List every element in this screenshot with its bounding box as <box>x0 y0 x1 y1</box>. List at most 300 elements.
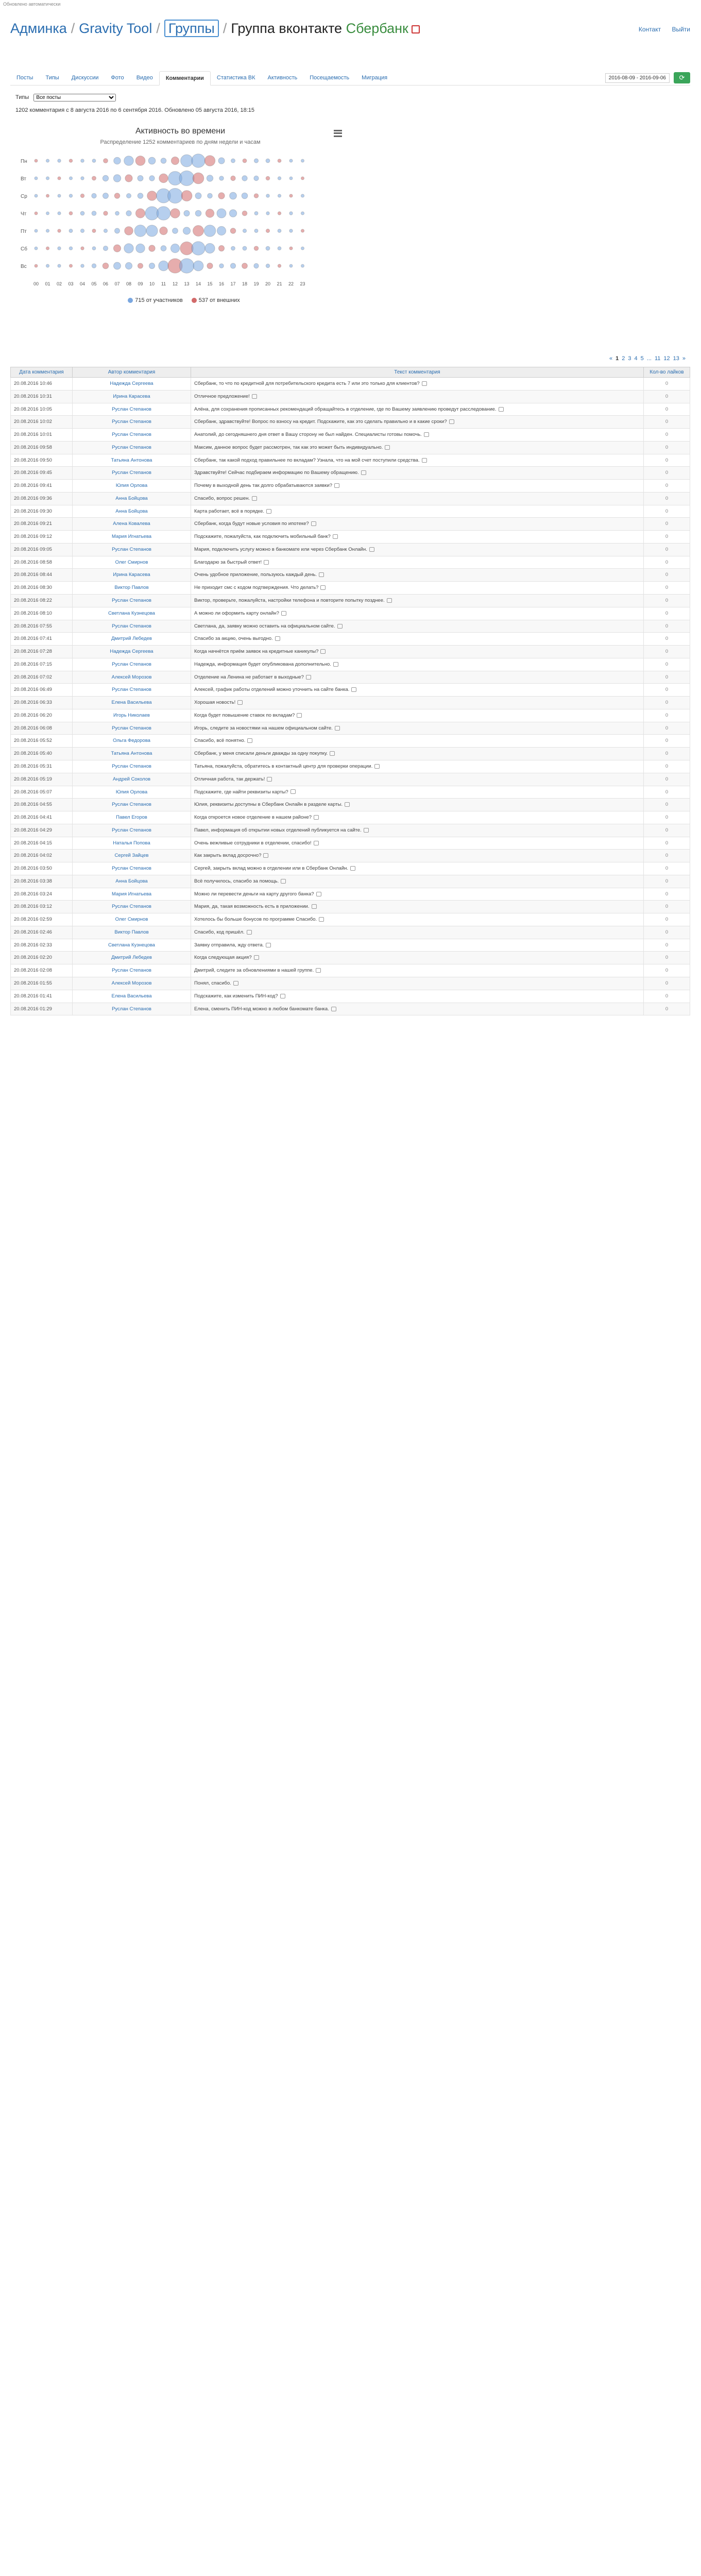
table-row <box>11 658 690 671</box>
comment-author[interactable]: Ирина Карасева <box>73 569 191 582</box>
tab-4[interactable]: Видео <box>136 75 153 81</box>
activity-bubble <box>289 247 293 250</box>
contact-link[interactable]: Контакт <box>638 26 661 33</box>
comment-text <box>191 901 644 913</box>
comment-date: 20.08.2016 07:41 <box>11 633 73 646</box>
comment-text-body: Анатолий, до сегодняшнего дня ответ в Вашу сторону не был найден. Специалисты готовы помочь. <box>194 432 422 438</box>
activity-bubble <box>103 246 108 250</box>
activity-bubble <box>205 243 215 253</box>
activity-bubble <box>114 262 121 269</box>
activity-bubble <box>81 247 84 250</box>
tab-2[interactable]: Дискуссии <box>71 75 99 81</box>
comment-text <box>191 786 644 799</box>
activity-bubble <box>192 154 205 167</box>
table-row <box>11 697 690 709</box>
table-row <box>11 390 690 403</box>
comment-text-body: Как закрыть вклад досрочно? <box>194 853 262 859</box>
reply-icon[interactable] <box>333 662 338 667</box>
comment-text-body: Спасибо, вопрос решен. <box>194 495 250 501</box>
comment-likes: 0 <box>644 1003 690 1015</box>
comment-author[interactable]: Елена Васильева <box>73 697 191 709</box>
activity-bubble <box>170 209 180 218</box>
activity-bubble <box>208 193 213 198</box>
activity-bubble <box>217 209 226 218</box>
activity-bubble <box>192 242 205 255</box>
pager-top-page[interactable]: 11 <box>654 355 661 362</box>
comment-likes: 0 <box>644 952 690 964</box>
reply-icon[interactable] <box>337 624 343 629</box>
comment-date: 20.08.2016 08:58 <box>11 556 73 569</box>
reply-icon[interactable] <box>335 726 340 731</box>
comment-author[interactable]: Руслан Степанов <box>73 824 191 837</box>
comment-likes: 0 <box>644 964 690 977</box>
reply-icon[interactable] <box>237 700 243 705</box>
comment-author[interactable]: Руслан Степанов <box>73 543 191 556</box>
comment-text <box>191 441 644 454</box>
comment-author[interactable]: Андрей Соколов <box>73 773 191 786</box>
chart-subtitle: Распределение 1252 комментариев по дням недели и часам <box>100 139 261 145</box>
comment-text <box>191 722 644 735</box>
comment-date: 20.08.2016 05:07 <box>11 786 73 799</box>
col-likes[interactable]: Кол-во лайков <box>644 367 690 378</box>
reply-icon[interactable] <box>311 521 316 526</box>
comment-text-body: Отделение на Ленина не работает в выходные? <box>194 674 304 680</box>
reply-icon[interactable] <box>263 853 268 858</box>
tab-bar <box>10 71 690 86</box>
comment-author[interactable]: Руслан Степанов <box>73 441 191 454</box>
table-row <box>11 926 690 939</box>
tab-3[interactable]: Фото <box>111 75 124 81</box>
table-row <box>11 709 690 722</box>
activity-bubble <box>243 159 247 163</box>
activity-bubble <box>138 193 143 199</box>
activity-bubble <box>230 263 235 268</box>
activity-bubble <box>242 211 247 216</box>
activity-bubble <box>102 263 109 269</box>
comment-author[interactable]: Надежда Сергеева <box>73 378 191 391</box>
comment-author[interactable]: Алена Ковалева <box>73 518 191 531</box>
activity-bubble <box>58 229 61 232</box>
comment-author[interactable]: Светлана Кузнецова <box>73 607 191 620</box>
col-text[interactable]: Текст комментария <box>191 367 644 378</box>
activity-bubble <box>301 247 304 250</box>
comment-likes: 0 <box>644 697 690 709</box>
reply-icon[interactable] <box>266 509 271 514</box>
reply-icon[interactable] <box>422 381 427 386</box>
activity-bubble <box>289 194 293 197</box>
comment-text-body: Хотелось бы больше бонусов по программе Спасибо. <box>194 917 317 923</box>
reply-icon[interactable] <box>297 713 302 718</box>
reply-icon[interactable] <box>314 841 319 845</box>
tab-9[interactable]: Миграция <box>362 75 388 81</box>
comment-author[interactable]: Юлия Орлова <box>73 786 191 799</box>
x-tick-label: 05 <box>91 281 97 286</box>
comment-author[interactable]: Надежда Сергеева <box>73 646 191 658</box>
reply-icon[interactable] <box>385 445 390 450</box>
comment-likes: 0 <box>644 378 690 391</box>
reply-icon[interactable] <box>345 802 350 807</box>
comment-author[interactable]: Алексей Морозов <box>73 671 191 684</box>
legend-members[interactable]: 715 от участников <box>135 297 183 303</box>
reply-icon[interactable] <box>316 968 321 973</box>
table-row <box>11 467 690 480</box>
activity-bubble <box>218 193 225 199</box>
reply-icon[interactable] <box>316 892 321 896</box>
reply-icon[interactable] <box>331 1007 336 1011</box>
activity-bubble <box>127 194 131 198</box>
comment-author[interactable]: Мария Игнатьева <box>73 531 191 544</box>
activity-bubble <box>46 194 49 197</box>
col-author[interactable]: Автор комментария <box>73 367 191 378</box>
table-row <box>11 786 690 799</box>
comment-author[interactable]: Ольга Федорова <box>73 735 191 748</box>
comment-author[interactable]: Руслан Степанов <box>73 901 191 913</box>
table-row <box>11 824 690 837</box>
comments-summary: 1202 комментария с 8 августа 2016 по 6 сентября 2016. Обновлено 05 августа 2016, 18:15 <box>15 107 255 113</box>
comment-author[interactable]: Светлана Кузнецова <box>73 939 191 952</box>
comment-likes: 0 <box>644 531 690 544</box>
reply-icon[interactable] <box>281 611 286 616</box>
reply-icon[interactable] <box>369 547 374 552</box>
reply-icon[interactable] <box>330 751 335 756</box>
reply-icon[interactable] <box>252 394 257 399</box>
activity-bubble <box>242 193 248 199</box>
comment-text <box>191 505 644 518</box>
comment-author[interactable]: Дмитрий Лебедев <box>73 952 191 964</box>
comment-author[interactable]: Руслан Степанов <box>73 429 191 442</box>
activity-bubble <box>113 175 121 182</box>
reply-icon[interactable] <box>281 879 286 884</box>
comment-author[interactable]: Руслан Степанов <box>73 416 191 429</box>
activity-bubble <box>58 212 61 215</box>
tab-8[interactable]: Посещаемость <box>310 75 350 81</box>
comments-table <box>10 367 690 1015</box>
comment-author[interactable]: Анна Бойцова <box>73 875 191 888</box>
pager-top-next[interactable]: » <box>682 355 686 362</box>
reply-icon[interactable] <box>266 943 271 947</box>
reply-icon[interactable] <box>351 687 356 692</box>
reply-icon[interactable] <box>319 572 324 577</box>
table-row <box>11 633 690 646</box>
table-row <box>11 607 690 620</box>
comment-text-body: Светлана, да, заявку можно оставить на официальном сайте. <box>194 623 335 629</box>
reply-icon[interactable] <box>254 955 259 960</box>
date-range-picker[interactable]: 2016-08-09 - 2016-09-06 <box>605 73 670 83</box>
tab-1[interactable]: Типы <box>45 75 59 81</box>
comment-text <box>191 773 644 786</box>
activity-bubble <box>181 191 192 201</box>
comment-likes: 0 <box>644 671 690 684</box>
comment-likes: 0 <box>644 403 690 416</box>
pager-top-page[interactable]: 1 <box>615 355 619 362</box>
legend-swatch-external <box>192 298 197 303</box>
x-tick-label: 10 <box>149 281 155 286</box>
activity-bubble <box>289 159 293 162</box>
comment-date: 20.08.2016 09:50 <box>11 454 73 467</box>
comment-text <box>191 658 644 671</box>
refresh-button[interactable]: ⟳ <box>674 72 690 83</box>
comment-date: 20.08.2016 04:55 <box>11 799 73 811</box>
x-tick-label: 17 <box>230 281 236 286</box>
comment-likes: 0 <box>644 467 690 480</box>
comment-date: 20.08.2016 02:20 <box>11 952 73 964</box>
comment-author[interactable]: Руслан Степанов <box>73 862 191 875</box>
comment-author[interactable]: Олег Смирнов <box>73 913 191 926</box>
x-tick-label: 09 <box>138 281 143 286</box>
comment-date: 20.08.2016 09:30 <box>11 505 73 518</box>
comment-author[interactable]: Руслан Степанов <box>73 595 191 607</box>
pager-top-page[interactable]: 3 <box>628 355 631 362</box>
activity-bubble <box>254 212 258 215</box>
pager-top-prev[interactable]: « <box>609 355 613 362</box>
comment-text-body: Максим, данное вопрос будет рассмотрен, так как это может быть индивидуально. <box>194 444 383 450</box>
activity-bubble <box>183 227 190 234</box>
x-tick-label: 14 <box>195 281 201 286</box>
comment-text-body: Павел, информация об открытии новых отделений публикуется на сайте. <box>194 827 362 833</box>
comment-author[interactable]: Руслан Степанов <box>73 799 191 811</box>
activity-bubble <box>114 157 121 164</box>
comment-text-body: Елена, сменить ПИН-код можно в любом банкомате банка. <box>194 1006 329 1012</box>
comment-author[interactable]: Руслан Степанов <box>73 684 191 697</box>
activity-bubble <box>80 211 84 215</box>
bubble-plot <box>15 120 345 323</box>
table-row <box>11 416 690 429</box>
table-row <box>11 454 690 467</box>
activity-bubble <box>231 159 235 163</box>
reply-icon[interactable] <box>264 560 269 565</box>
comment-text-body: Подскажите, как изменить ПИН-код? <box>194 993 278 999</box>
comment-text <box>191 824 644 837</box>
comment-text <box>191 862 644 875</box>
comment-text-body: Здравствуйте! Сейчас подбираем информацию по Вашему обращению. <box>194 470 359 476</box>
reply-icon[interactable] <box>361 470 366 475</box>
activity-bubble <box>254 159 258 163</box>
activity-bubble <box>58 194 61 197</box>
comment-likes: 0 <box>644 709 690 722</box>
activity-bubble <box>92 193 96 198</box>
comment-date: 20.08.2016 09:05 <box>11 543 73 556</box>
x-tick-label: 15 <box>207 281 213 286</box>
comment-author[interactable]: Руслан Степанов <box>73 1003 191 1015</box>
tab-5[interactable]: Комментарии <box>159 71 211 86</box>
comment-author[interactable]: Елена Васильева <box>73 990 191 1003</box>
reply-icon[interactable] <box>449 419 454 424</box>
header-links <box>629 26 690 33</box>
activity-bubble <box>35 212 38 215</box>
comment-date: 20.08.2016 04:02 <box>11 850 73 862</box>
comment-text-body: Когда начнётся приём заявок на кредитные каникулы? <box>194 649 319 655</box>
reply-icon[interactable] <box>233 981 238 986</box>
tab-6[interactable]: Статистика ВК <box>216 75 255 81</box>
comment-text-body: Очень удобное приложение, пользуюсь каждый день. <box>194 572 317 578</box>
reply-icon[interactable] <box>319 917 324 922</box>
comment-text <box>191 875 644 888</box>
tab-7[interactable]: Активность <box>267 75 298 81</box>
comment-likes: 0 <box>644 595 690 607</box>
activity-bubble <box>102 175 108 181</box>
x-tick-label: 01 <box>45 281 50 286</box>
pager-top-page[interactable]: 12 <box>663 355 670 362</box>
reply-icon[interactable] <box>424 432 429 437</box>
comment-author[interactable]: Мария Игнатьева <box>73 888 191 901</box>
table-row <box>11 901 690 913</box>
comment-date: 20.08.2016 07:15 <box>11 658 73 671</box>
comment-likes: 0 <box>644 607 690 620</box>
comment-author[interactable]: Юлия Орлова <box>73 480 191 493</box>
reply-icon[interactable] <box>267 777 272 782</box>
comment-author[interactable]: Анна Бойцова <box>73 505 191 518</box>
comment-text <box>191 977 644 990</box>
type-filter-select[interactable] <box>33 94 116 101</box>
reply-icon[interactable] <box>290 789 296 794</box>
comment-date: 20.08.2016 04:41 <box>11 811 73 824</box>
activity-bubble <box>92 159 96 163</box>
tab-0[interactable]: Посты <box>16 75 33 81</box>
comment-author[interactable]: Руслан Степанов <box>73 760 191 773</box>
reply-icon[interactable] <box>350 866 355 871</box>
x-tick-label: 04 <box>79 281 86 286</box>
activity-bubble <box>147 191 157 201</box>
comment-date: 20.08.2016 09:41 <box>11 480 73 493</box>
comment-text <box>191 582 644 595</box>
reply-icon[interactable] <box>306 675 311 680</box>
breadcrumb-tool[interactable]: Gravity Tool <box>79 21 152 36</box>
table-row <box>11 964 690 977</box>
pager-top-page[interactable]: 2 <box>622 355 625 362</box>
comment-text <box>191 569 644 582</box>
pager-top-page[interactable]: 5 <box>640 355 644 362</box>
activity-bubble <box>278 264 281 267</box>
comment-author[interactable]: Алексей Морозов <box>73 977 191 990</box>
reply-icon[interactable] <box>247 738 252 743</box>
comment-text-body: Алёна, для сохранения прописанных рекомендаций обращайтесь в отделение, где по Вашему заявлению проведут расследование. <box>194 406 497 412</box>
comment-text <box>191 850 644 862</box>
breadcrumb-admin[interactable]: Админка <box>10 21 67 36</box>
comment-author[interactable]: Виктор Павлов <box>73 926 191 939</box>
activity-bubble <box>206 209 214 217</box>
comment-author[interactable]: Анна Бойцова <box>73 492 191 505</box>
reply-icon[interactable] <box>499 407 504 412</box>
legend-external[interactable]: 537 от внешних <box>198 297 240 303</box>
pager-top-page[interactable]: ... <box>646 355 652 362</box>
comment-text <box>191 1003 644 1015</box>
activity-bubble <box>35 159 38 162</box>
comment-author[interactable]: Руслан Степанов <box>73 722 191 735</box>
activity-bubble <box>69 194 72 197</box>
comment-text-body: Сбербанк, здравствуйте! Вопрос по взносу на кредит. Подскажите, как это сделать правильно и в какие сроки? <box>194 419 447 425</box>
comment-author[interactable]: Руслан Степанов <box>73 467 191 480</box>
reply-icon[interactable] <box>312 904 317 909</box>
comment-likes: 0 <box>644 441 690 454</box>
reply-icon[interactable] <box>320 649 326 654</box>
activity-bubble <box>219 264 224 268</box>
activity-bubble <box>289 177 293 180</box>
comment-likes: 0 <box>644 684 690 697</box>
comment-date: 20.08.2016 02:59 <box>11 913 73 926</box>
table-row <box>11 811 690 824</box>
comment-text-body: Хорошая новость! <box>194 700 236 706</box>
comment-date: 20.08.2016 05:31 <box>11 760 73 773</box>
comment-likes: 0 <box>644 492 690 505</box>
reply-icon[interactable] <box>280 994 285 998</box>
comment-date: 20.08.2016 06:33 <box>11 697 73 709</box>
reply-icon[interactable] <box>334 483 339 488</box>
reply-icon[interactable] <box>314 815 319 820</box>
comment-author[interactable]: Олег Смирнов <box>73 556 191 569</box>
reply-icon[interactable] <box>374 764 380 769</box>
reply-icon[interactable] <box>275 636 280 641</box>
activity-bubble <box>92 247 96 250</box>
activity-bubble <box>46 264 49 267</box>
activity-bubble <box>242 176 247 181</box>
comment-text-body: Алексей, график работы отделений можно уточнить на сайте банка. <box>194 687 350 693</box>
calendar-icon[interactable] <box>412 25 420 33</box>
breadcrumb-groups[interactable]: Группы <box>164 20 219 37</box>
comment-author[interactable]: Павел Егоров <box>73 811 191 824</box>
activity-bubble <box>289 229 293 232</box>
comment-author[interactable]: Игорь Николаев <box>73 709 191 722</box>
table-row <box>11 378 690 391</box>
reply-icon[interactable] <box>320 585 326 590</box>
comment-date: 20.08.2016 02:46 <box>11 926 73 939</box>
comment-author[interactable]: Руслан Степанов <box>73 403 191 416</box>
pager-top-page[interactable]: 13 <box>673 355 679 362</box>
col-date[interactable]: Дата комментария <box>11 367 73 378</box>
comment-date: 20.08.2016 02:08 <box>11 964 73 977</box>
reply-icon[interactable] <box>247 930 252 935</box>
comment-likes: 0 <box>644 990 690 1003</box>
comment-text-body: Сбербанк, так какой подход правильнее по вкладам? Узнала, что на мой счет поступили средства. <box>194 457 420 463</box>
comment-date: 20.08.2016 06:49 <box>11 684 73 697</box>
activity-bubble <box>35 229 38 232</box>
comment-author[interactable]: Руслан Степанов <box>73 620 191 633</box>
activity-bubble <box>173 228 178 234</box>
reply-icon[interactable] <box>387 598 392 603</box>
reply-icon[interactable] <box>252 496 257 501</box>
comment-author[interactable]: Наталья Попова <box>73 837 191 850</box>
reply-icon[interactable] <box>422 458 427 463</box>
comment-text <box>191 429 644 442</box>
reply-icon[interactable] <box>333 534 338 539</box>
activity-bubble <box>35 177 38 180</box>
comment-likes: 0 <box>644 620 690 633</box>
comment-author[interactable]: Ирина Карасева <box>73 390 191 403</box>
comment-text <box>191 697 644 709</box>
comment-text-body: Заявку отправила, жду ответа. <box>194 942 264 948</box>
reply-icon[interactable] <box>364 828 369 833</box>
logout-link[interactable]: Выйти <box>672 26 690 33</box>
comment-author[interactable]: Сергей Зайцев <box>73 850 191 862</box>
comment-text <box>191 480 644 493</box>
activity-bubble <box>278 194 281 197</box>
comment-text <box>191 556 644 569</box>
comment-text <box>191 403 644 416</box>
activity-bubble <box>148 157 156 164</box>
activity-bubble <box>134 225 146 237</box>
comment-text-body: Сергей, закрыть вклад можно в отделении или в Сбербанк Онлайн. <box>194 866 349 872</box>
comment-author[interactable]: Руслан Степанов <box>73 964 191 977</box>
table-row <box>11 518 690 531</box>
comment-author[interactable]: Татьяна Антонова <box>73 748 191 760</box>
comment-author[interactable]: Виктор Павлов <box>73 582 191 595</box>
comment-likes: 0 <box>644 429 690 442</box>
activity-bubble <box>46 229 49 232</box>
pager-top-page[interactable]: 4 <box>634 355 638 362</box>
comment-author[interactable]: Дмитрий Лебедев <box>73 633 191 646</box>
comment-author[interactable]: Руслан Степанов <box>73 658 191 671</box>
x-tick-label: 22 <box>288 281 294 286</box>
comment-author[interactable]: Татьяна Антонова <box>73 454 191 467</box>
